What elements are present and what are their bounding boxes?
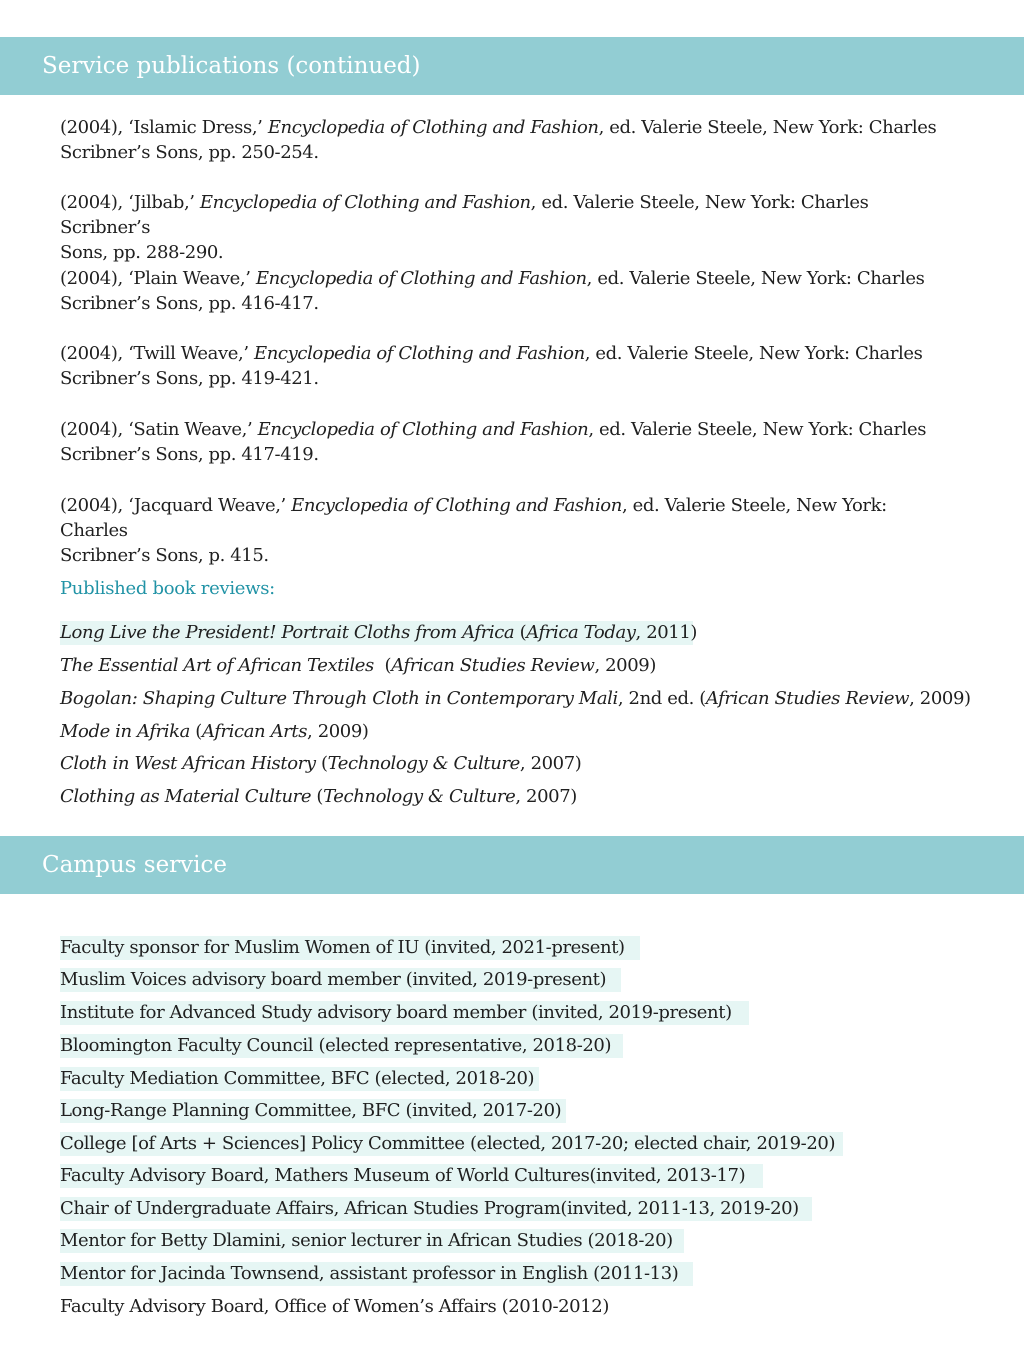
book-review-item: Clothing as Material Culture (Technology & Culture, 2007) bbox=[60, 786, 577, 807]
book-review-item: Bogolan: Shaping Culture Through Cloth in Contemporary Mali, 2nd ed. (African Studies Review, 2009) bbox=[60, 688, 971, 709]
campus-service-item: Faculty sponsor for Muslim Women of IU (invited, 2021-present) bbox=[60, 936, 640, 960]
campus-service-item: Faculty Advisory Board, Office of Women’s Affairs (2010-2012) bbox=[60, 1296, 609, 1317]
book-review-item: The Essential Art of African Textiles (African Studies Review, 2009) bbox=[60, 655, 656, 676]
campus-service-item: Faculty Mediation Committee, BFC (elected, 2018-20) bbox=[60, 1067, 539, 1091]
publication-entry: (2004), ‘Islamic Dress,’ Encyclopedia of Clothing and Fashion, ed. Valerie Steele, New York: Charles Scribner’s Sons, pp. 250-254. bbox=[60, 117, 937, 163]
campus-service-item: Bloomington Faculty Council (elected representative, 2018-20) bbox=[60, 1034, 623, 1058]
section-header-service-publications: Service publications (continued) bbox=[0, 37, 1024, 95]
book-review-item: Cloth in West African History (Technology & Culture, 2007) bbox=[60, 753, 582, 774]
campus-service-item: Institute for Advanced Study advisory board member (invited, 2019-present) bbox=[60, 1001, 749, 1025]
campus-service-item: Chair of Undergraduate Affairs, African Studies Program(invited, 2011-13, 2019-20) bbox=[60, 1197, 812, 1221]
book-reviews-heading: Published book reviews: bbox=[60, 578, 275, 599]
publication-entry: (2004), ‘Jacquard Weave,’ Encyclopedia of Clothing and Fashion, ed. Valerie Steele, New York: Charles Scribner’s Sons, p. 415. bbox=[60, 495, 887, 566]
publication-entry: (2004), ‘Plain Weave,’ Encyclopedia of Clothing and Fashion, ed. Valerie Steele, New York: Charles Scribner’s Sons, pp. 416-417. bbox=[60, 268, 925, 314]
campus-service-item: Long-Range Planning Committee, BFC (invited, 2017-20) bbox=[60, 1099, 566, 1123]
book-review-item: Mode in Afrika (African Arts, 2009) bbox=[60, 721, 369, 742]
campus-service-item: Mentor for Jacinda Townsend, assistant professor in English (2011-13) bbox=[60, 1262, 693, 1286]
campus-service-item: Muslim Voices advisory board member (invited, 2019-present) bbox=[60, 968, 621, 992]
campus-service-item: College [of Arts + Sciences] Policy Committee (elected, 2017-20; elected chair, 2019-20) bbox=[60, 1132, 843, 1156]
publication-entry: (2004), ‘Twill Weave,’ Encyclopedia of Clothing and Fashion, ed. Valerie Steele, New York: Charles Scribner’s Sons, pp. 419-421. bbox=[60, 343, 923, 389]
campus-service-item: Mentor for Betty Dlamini, senior lecturer in African Studies (2018-20) bbox=[60, 1229, 684, 1253]
publication-entry: (2004), ‘Jilbab,’ Encyclopedia of Clothing and Fashion, ed. Valerie Steele, New York: Charles Scribner’s Sons, pp. 288-290. bbox=[60, 192, 869, 263]
publication-entry: (2004), ‘Satin Weave,’ Encyclopedia of Clothing and Fashion, ed. Valerie Steele, New York: Charles Scribner’s Sons, pp. 417-419. bbox=[60, 419, 927, 465]
book-review-item: Long Live the President! Portrait Cloths from Africa (Africa Today, 2011) bbox=[60, 622, 698, 643]
campus-service-item: Faculty Advisory Board, Mathers Museum of World Cultures(invited, 2013-17) bbox=[60, 1164, 763, 1188]
section-header-campus-service: Campus service bbox=[0, 836, 1024, 894]
